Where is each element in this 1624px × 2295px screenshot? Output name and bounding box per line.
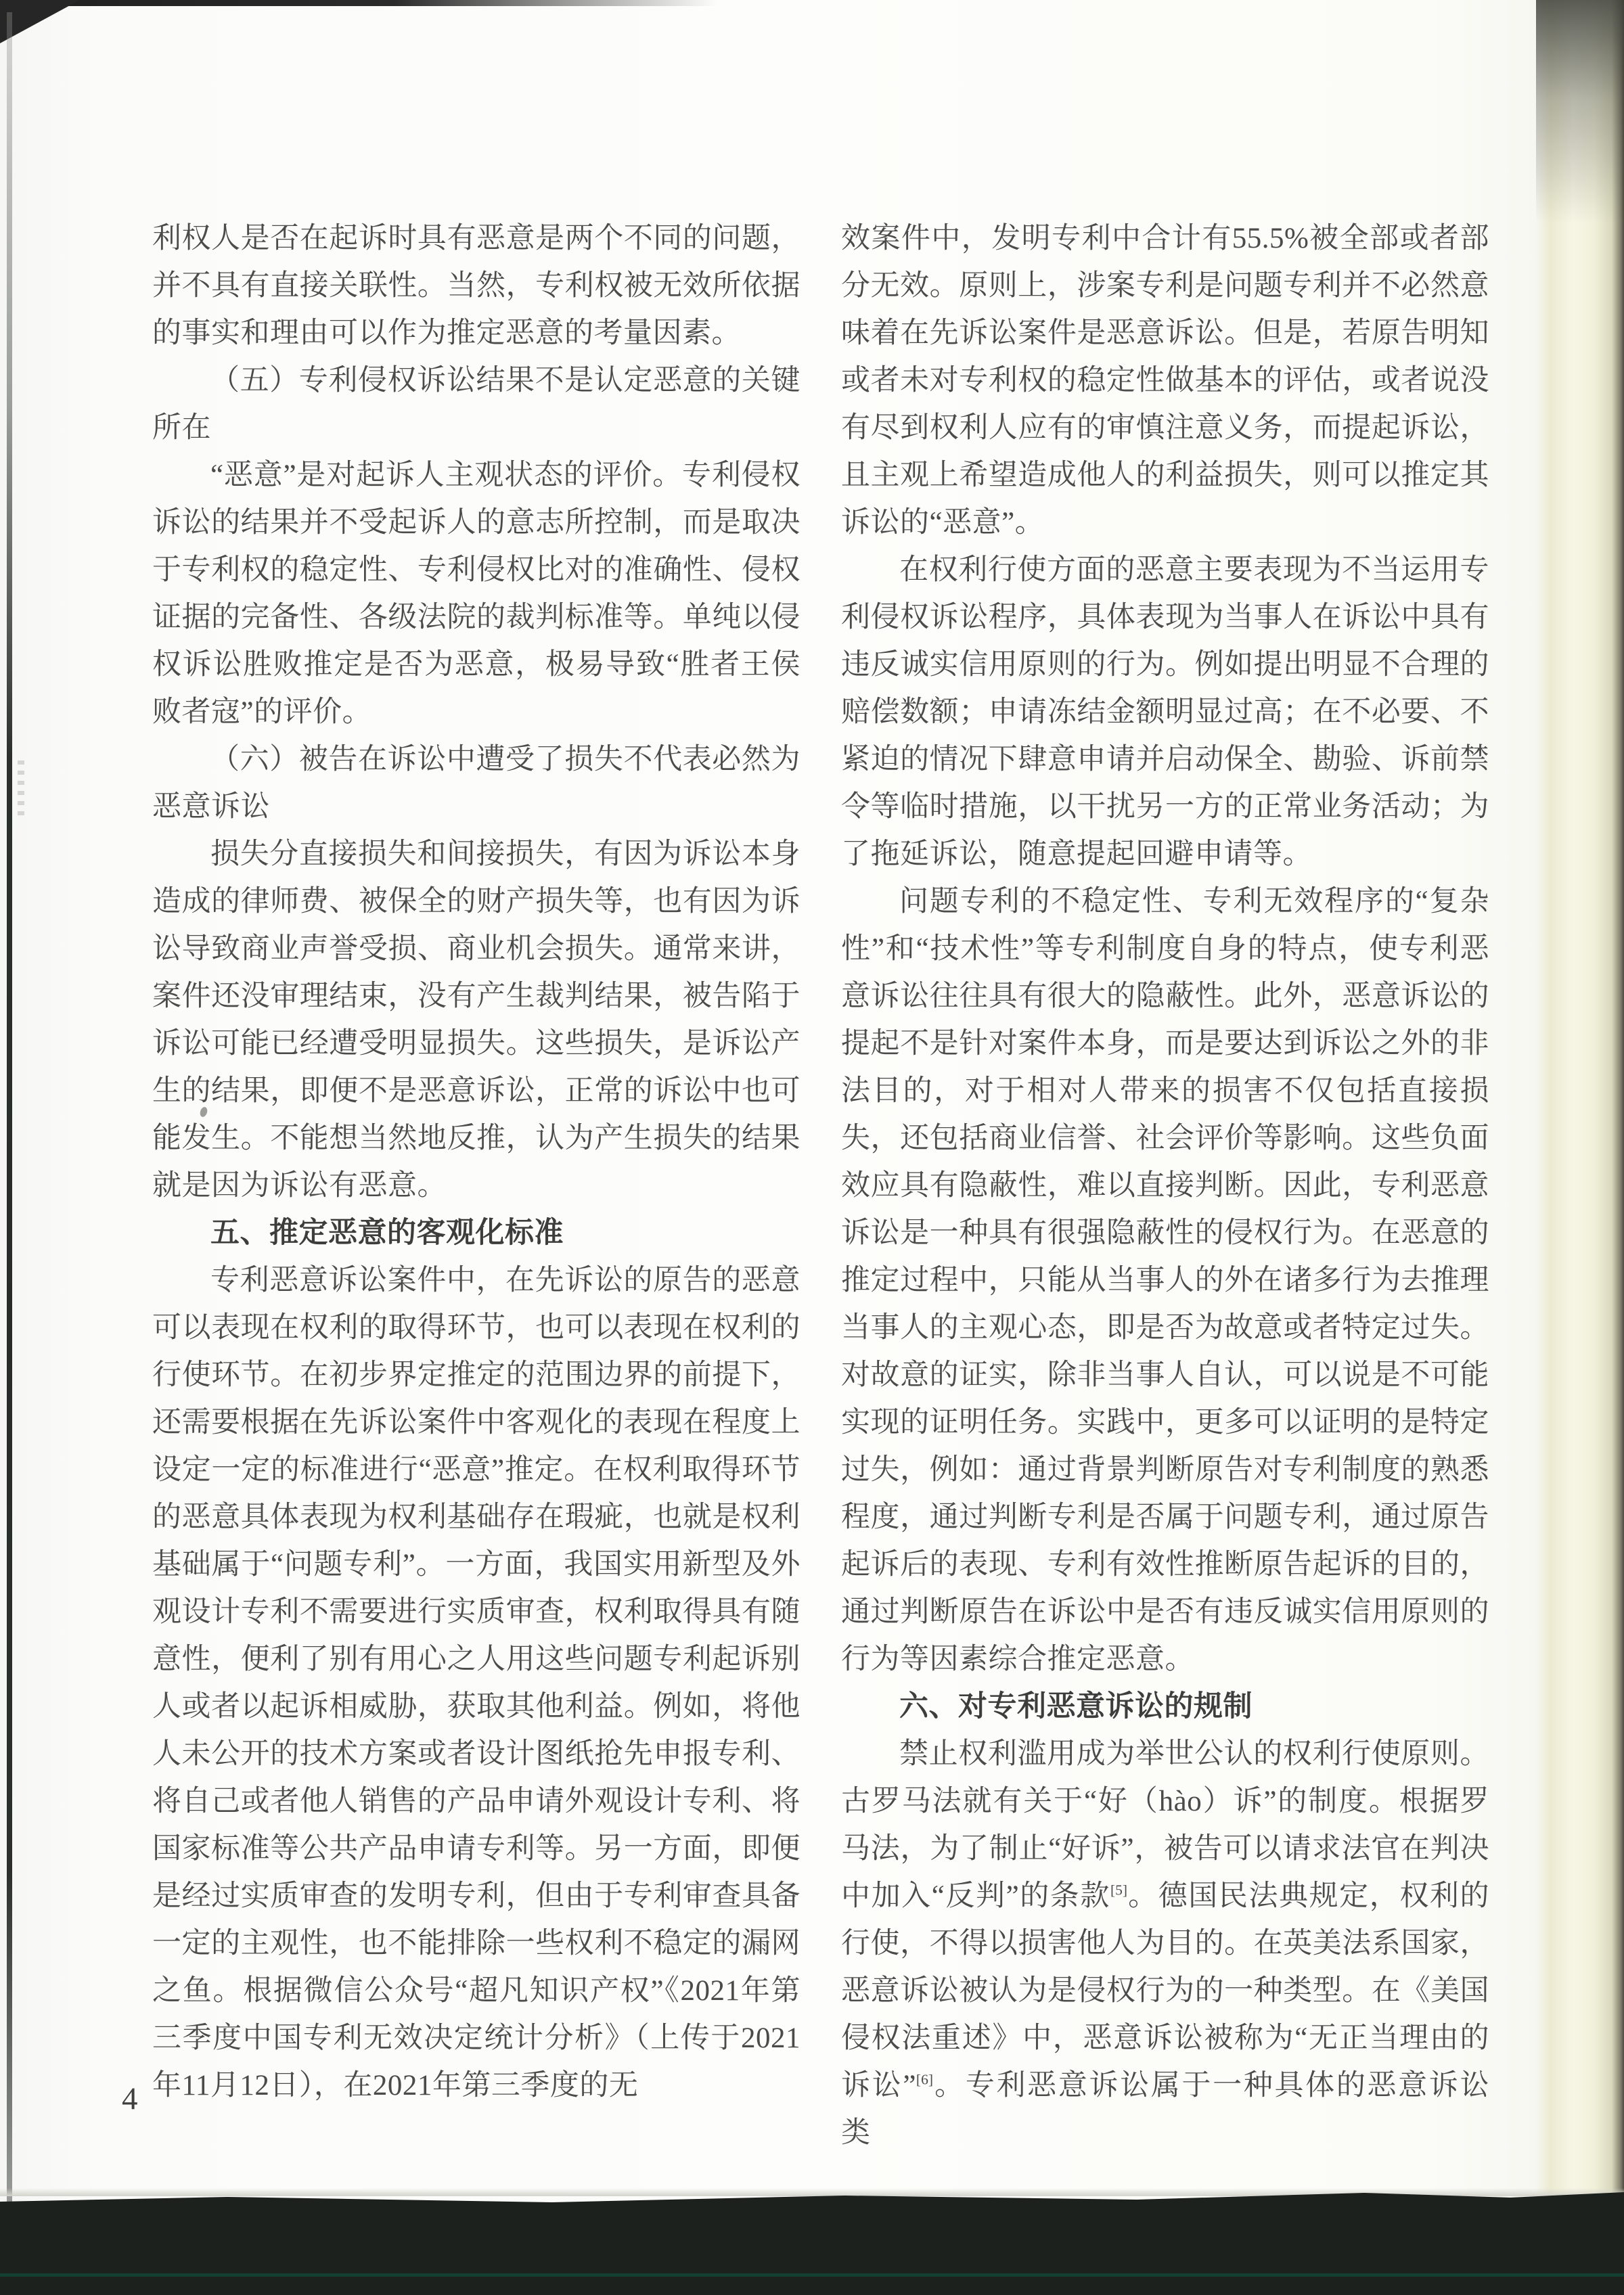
paragraph: 利权人是否在起诉时具有恶意是两个不同的问题，并不具有直接关联性。当然，专利权被无效所依据的事实和理由可以作为推定恶意的考量因素。 <box>152 223 800 349</box>
paragraph: 专利恶意诉讼案件中，在先诉讼的原告的恶意可以表现在权利的取得环节，也可以表现在权利的行使环节。在初步界定推定的范围边界的前提下，还需要根据在先诉讼案件中客观化的表现在程度上设定一定的标准进行“恶意”推定。在权利取得环节的恶意具体表现为权利基础存在瑕疵，也就是权利基础属于“问题专利”。一方面，我国实用新型及外观设计专利不需要进行实质审查，权利取得具有随意性，便利了别有用心之人用这些问题专利起诉别人或者以起诉相威胁，获取其他利益。例如，将他人未公开的技术方案或者设计图纸抢先申报专利、将自己或者他人销售的产品申请外观设计专利、将国家标准等公共产品申请专利等。另一方面，即便是经过实质审查的发明专利，但由于专利审查具备一定的主观性，也不能排除一些权利不稳定的漏网之鱼。根据微信公众号“超凡知识产权”《2021年第三季度中国专利无效决定统计分析》（上传于2021年11月12日），在2021年第三季度的无 <box>152 1265 800 2101</box>
footnote-marker: [6] <box>916 2071 933 2088</box>
paragraph: 禁止权利滥用成为举世公认的权利行使原则。古罗马法就有关于“好（hào）诉”的制度。根据罗马法，为了制止“好诉”，被告可以请求法官在判决中加入“反判”的条款[5]。德国民法典规定，权利的行使，不得以损害他人为目的。在英美法系国家，恶意诉讼被认为是侵权行为的一种类型。在《美国侵权法重述》中，恶意诉讼被称为“无正当理由的诉讼”[6]。专利恶意诉讼属于一种具体的恶意诉讼类 <box>841 1738 1490 2149</box>
paragraph: 效案件中，发明专利中合计有55.5%被全部或者部分无效。原则上，涉案专利是问题专利并不必然意味着在先诉讼案件是恶意诉讼。但是，若原告明知或者未对专利权的稳定性做基本的评估，或者说没有尽到权利人应有的审慎注意义务，而提起诉讼，且主观上希望造成他人的利益损失，则可以推定其诉讼的“恶意”。 <box>841 223 1489 539</box>
scan-teal-line <box>0 2273 1624 2277</box>
paragraph: 损失分直接损失和间接损失，有因为诉讼本身造成的律师费、被保全的财产损失等，也有因为诉讼导致商业声誉受损、商业机会损失。通常来讲，案件还没审理结束，没有产生裁判结果，被告陷于诉讼可能已经遭受明显损失。这些损失，是诉讼产生的结果，即便不是恶意诉讼，正常的诉讼中也可能发生。不能想当然地反推，认为产生损失的结果就是因为诉讼有恶意。 <box>152 838 800 1202</box>
subsection-heading: （五）专利侵权诉讼结果不是认定恶意的关键所在 <box>152 365 800 444</box>
footnote-marker: [5] <box>1110 1882 1128 1899</box>
subsection-heading: （六）被告在诉讼中遭受了损失不代表必然为恶意诉讼 <box>152 744 800 823</box>
book-page-edge-band <box>1536 0 1624 2199</box>
scan-bottom-shadow <box>0 2191 1624 2295</box>
scan-left-edge-line <box>7 12 12 2202</box>
section-heading: 六、对专利恶意诉讼的规制 <box>899 1691 1253 1723</box>
scan-top-edge <box>0 0 717 6</box>
paragraph: “恶意”是对起诉人主观状态的评价。专利侵权诉讼的结果并不受起诉人的意志所控制，而是取决于专利权的稳定性、专利侵权比对的准确性、侵权证据的完备性、各级法院的裁判标准等。单纯以侵权诉讼胜败推定是否为恶意，极易导致“胜者王侯败者寇”的评价。 <box>152 459 800 728</box>
section-heading: 五、推定恶意的客观化标准 <box>210 1217 564 1249</box>
right-column <box>841 215 1489 2157</box>
left-column <box>152 215 800 2110</box>
margin-smudge <box>18 760 24 819</box>
paragraph: 问题专利的不稳定性、专利无效程序的“复杂性”和“技术性”等专利制度自身的特点，使专利恶意诉讼往往具有很大的隐蔽性。此外，恶意诉讼的提起不是针对案件本身，而是要达到诉讼之外的非法目的，对于相对人带来的损害不仅包括直接损失，还包括商业信誉、社会评价等影响。这些负面效应具有隐蔽性，难以直接判断。因此，专利恶意诉讼是一种具有很强隐蔽性的侵权行为。在恶意的推定过程中，只能从当事人的外在诸多行为去推理当事人的主观心态，即是否为故意或者特定过失。对故意的证实，除非当事人自认，可以说是不可能实现的证明任务。实践中，更多可以证明的是特定过失，例如：通过背景判断原告对专利制度的熟悉程度，通过判断专利是否属于问题专利，通过原告起诉后的表现、专利有效性推断原告起诉的目的，通过判断原告在诉讼中是否有违反诚实信用原则的行为等因素综合推定恶意。 <box>841 886 1489 1675</box>
paragraph: 在权利行使方面的恶意主要表现为不当运用专利侵权诉讼程序，具体表现为当事人在诉讼中具有违反诚实信用原则的行为。例如提出明显不合理的赔偿数额；申请冻结金额明显过高；在不必要、不紧迫的情况下肆意申请并启动保全、勘验、诉前禁令等临时措施，以干扰另一方的正常业务活动；为了拖延诉讼，随意提起回避申请等。 <box>841 554 1489 870</box>
page-number: 4 <box>122 2081 138 2116</box>
